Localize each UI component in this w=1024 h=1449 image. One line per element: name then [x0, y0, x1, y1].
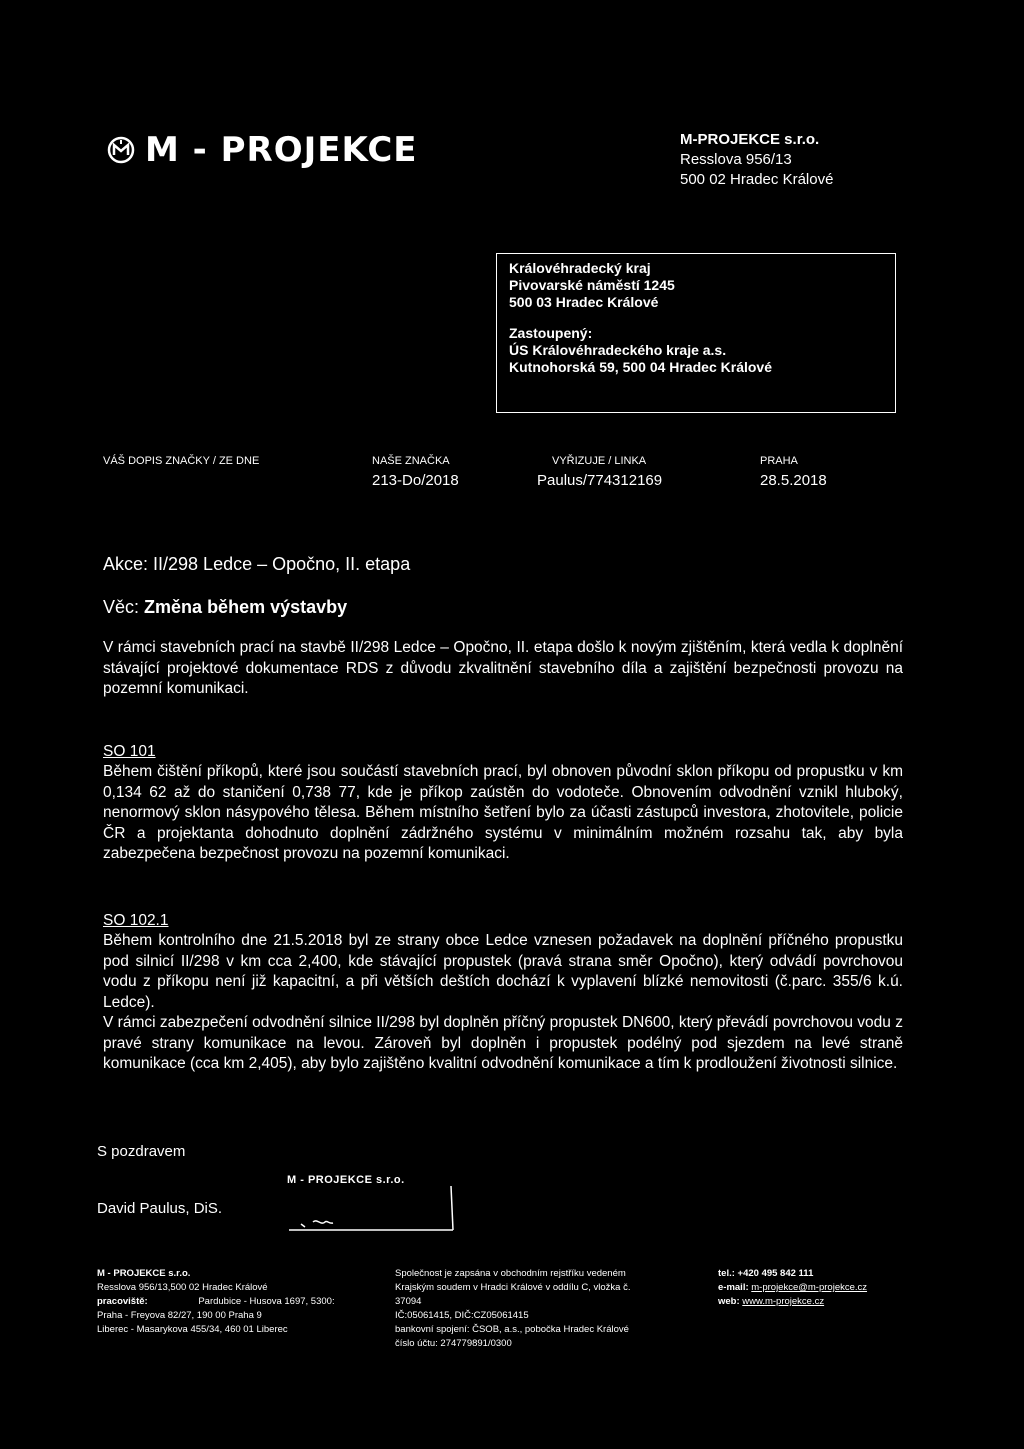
signature-mark [287, 1172, 457, 1234]
footer-branch: Pardubice - Husova 1697, 5300: [198, 1296, 335, 1307]
footer-company [97, 1267, 335, 1337]
company-logo [107, 130, 418, 170]
footer-branch: Liberec - Masarykova 455/34, 460 01 Liberec [97, 1324, 288, 1335]
sender-address [680, 130, 833, 190]
recipient-line: Královéhradecký kraj [509, 260, 651, 276]
handled-label: VYŘIZUJE / LINKA [552, 455, 647, 467]
footer-email-label: e-mail: [718, 1282, 749, 1293]
footer-reg-line: IČ:05061415, DIČ:CZ05061415 [395, 1310, 529, 1321]
section-heading: SO 101 [103, 743, 156, 760]
subject-line [103, 596, 347, 618]
section-heading: SO 102.1 [103, 912, 169, 929]
footer-branches-label: pracoviště: [97, 1296, 148, 1307]
footer-registration [395, 1267, 630, 1351]
handled-value: Paulus/774312169 [537, 472, 663, 489]
footer-web-label: web: [718, 1296, 740, 1307]
represented-line: Kutnohorská 59, 500 04 Hradec Králové [509, 359, 773, 375]
recipient-line: 500 03 Hradec Králové [509, 294, 659, 310]
our-ref-value: 213-Do/2018 [372, 472, 459, 489]
footer-reg-line: bankovní spojení: ČSOB, a.s., pobočka Hradec Králové [395, 1324, 629, 1335]
date-value: 28.5.2018 [760, 472, 827, 489]
represented-label: Zastoupený: [509, 325, 593, 341]
stamp-text: M - PROJEKCE s.r.o. [287, 1174, 405, 1186]
akce-line: Akce: II/298 Ledce – Opočno, II. etapa [103, 554, 411, 574]
footer-tel: tel.: +420 495 842 111 [718, 1268, 814, 1279]
your-ref-label: VÁŠ DOPIS ZNAČKY / ZE DNE [103, 455, 260, 467]
footer-branch: Praha - Freyova 82/27, 190 00 Praha 9 [97, 1310, 262, 1321]
recipient-line: Pivovarské náměstí 1245 [509, 277, 675, 293]
recipient-address-box [496, 253, 896, 413]
intro-paragraph: V rámci stavebních prací na stavbě II/298 Ledce – Opočno, II. etapa došlo k novým zjištěním, která vedla k doplnění stávající projektové dokumentace RDS z důvodu zkvalitnění stavebního díla a zajištění bezpečnosti provozu na pozemní komunikaci. [103, 639, 903, 697]
logo-emblem-icon [107, 136, 135, 164]
footer-reg-line: číslo účtu: 274779891/0300 [395, 1338, 512, 1349]
section-text: Během kontrolního dne 21.5.2018 byl ze strany obce Ledce vznesen požadavek na doplnění příčného propustku pod silnicí II/298 v km cca 2,400, kde stávající propustek (pravá strana směr Opočno), který odvádí povrchovou vodu z příkopu není již kapacitní, a při větších deštích dochází k vyplavení blízké nemovitosti (č.parc. 355/6 k.ú. Ledce). [103, 932, 903, 1011]
footer-reg-line: Společnost je zapsána v obchodním rejstříku vedeném [395, 1268, 626, 1279]
footer-email-link[interactable]: m-projekce@m-projekce.cz [751, 1282, 868, 1293]
sender-city: 500 02 Hradec Králové [680, 171, 834, 188]
logo-text: M - PROJEKCE [145, 130, 418, 170]
signer-name: David Paulus, DiS. [97, 1200, 223, 1217]
footer-contact [718, 1267, 867, 1309]
footer-reg-line: Krajským soudem v Hradci Králové v oddílu C, vložka č. [395, 1282, 631, 1293]
company-stamp [287, 1172, 457, 1234]
section-text: V rámci zabezpečení odvodnění silnice II/298 byl doplněn příčný propustek DN600, který převádí povrchovou vodu z pravé strany komunikace na levou. Zároveň byl doplněn i propustek podélný pod sjezdem na levé straně komunikace (cca km 2,405), aby bylo zajištěno kvalitní odvodnění komunikace a tím k prodloužení životnosti silnice. [103, 1014, 903, 1072]
sender-name: M-PROJEKCE s.r.o. [680, 131, 820, 148]
subject-value: Změna během výstavby [144, 597, 348, 617]
closing-greeting: S pozdravem [97, 1143, 186, 1160]
represented-line: ÚS Královéhradeckého kraje a.s. [509, 342, 727, 358]
footer-company-name: M - PROJEKCE s.r.o. [97, 1268, 191, 1279]
footer-address: Resslova 956/13,500 02 Hradec Králové [97, 1282, 268, 1293]
sender-street: Resslova 956/13 [680, 151, 792, 168]
subject-label: Věc: [103, 597, 140, 617]
our-ref-label: NAŠE ZNAČKA [372, 455, 450, 467]
footer-web-link[interactable]: www.m-projekce.cz [742, 1296, 825, 1307]
place-label: PRAHA [760, 455, 798, 467]
section-text: Během čištění příkopů, které jsou součástí stavebních prací, byl obnoven původní sklon příkopu od propustku v km 0,134 62 až do staničení 0,738 77, kde je příkop zaústěn do vodoteče. Obnovením odvodnění vznikl hluboký, nenormový sklon násypového tělesa. Během místního šetření bylo za účasti zástupců investora, zhotovitele, policie ČR a projektanta dohodnuto doplnění zádržného systému v minimálním možném rozsahu tak, aby byla zabezpečena bezpečnost provozu na pozemní komunikaci. [103, 763, 903, 862]
footer-reg-line: 37094 [395, 1296, 422, 1307]
